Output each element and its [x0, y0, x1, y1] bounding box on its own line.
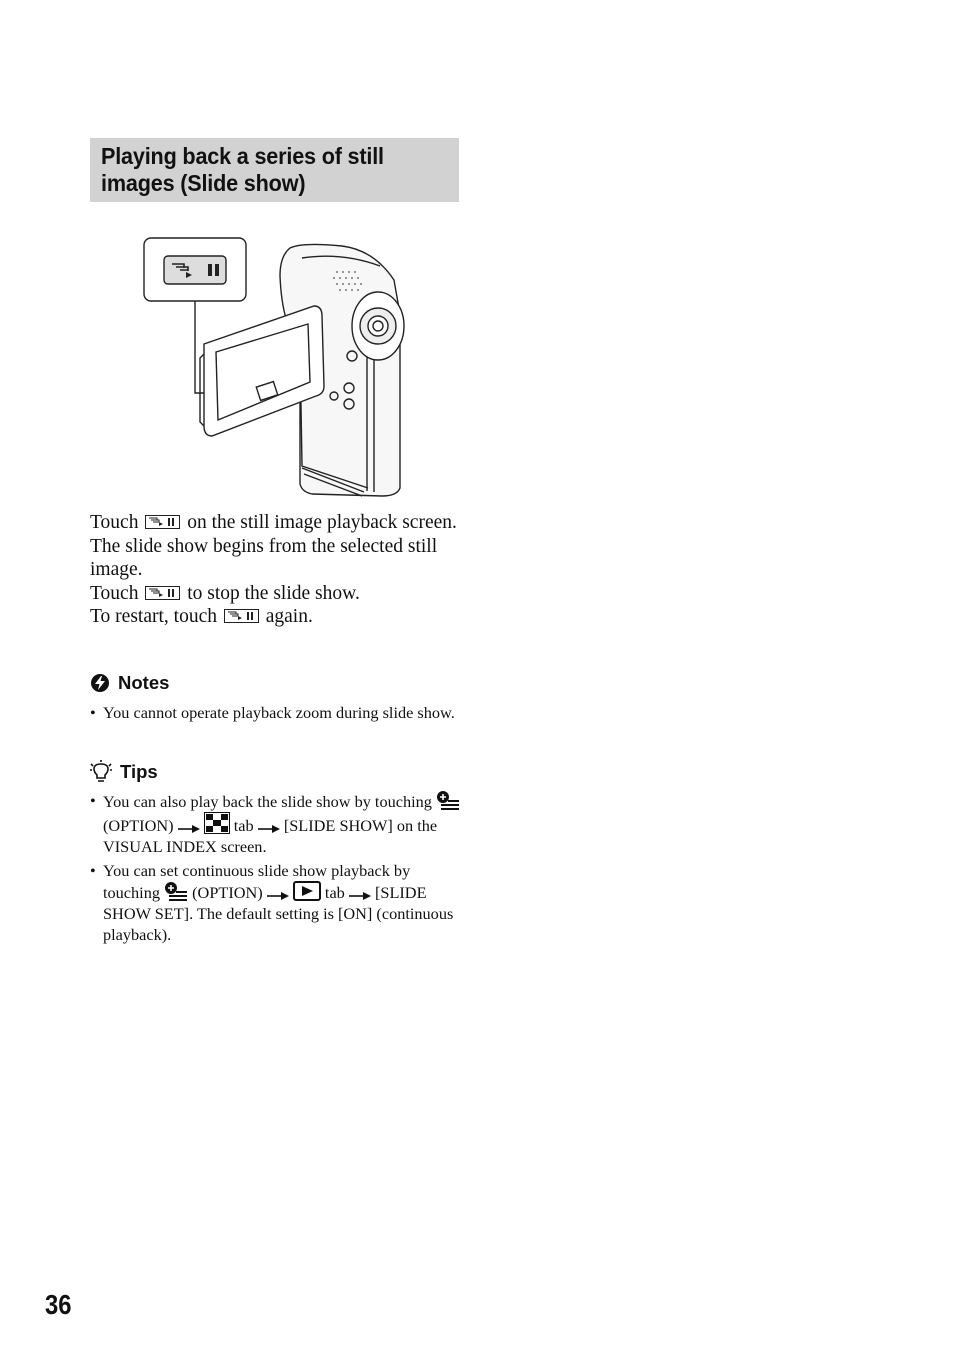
- tips-heading: Tips: [90, 760, 158, 784]
- arrow-icon: [258, 824, 280, 834]
- page-number: 36: [45, 1289, 72, 1320]
- tips-icon: [90, 760, 112, 784]
- arrow-icon: [267, 891, 289, 901]
- option-icon: [436, 790, 460, 810]
- slide-show-icon: [145, 586, 180, 600]
- camcorder-illustration: [142, 236, 412, 506]
- instructions: [90, 511, 470, 629]
- notes-icon: [90, 673, 110, 693]
- arrow-icon: [178, 824, 200, 834]
- section-heading: Playing back a series of still images (Slide show): [101, 143, 384, 196]
- section-heading-box: [90, 138, 459, 202]
- tips-list: [90, 790, 462, 948]
- instruction-restart: To restart, touch again.: [90, 606, 313, 627]
- play-tab-icon: [293, 881, 321, 901]
- slide-show-icon: [145, 515, 180, 529]
- instruction-touch: Touch on the still image playback screen.: [90, 512, 457, 533]
- instruction-stop: Touch to stop the slide show.: [90, 582, 360, 604]
- notes-heading: Notes: [90, 672, 169, 694]
- option-icon: [164, 881, 188, 901]
- slide-show-icon: [224, 609, 259, 623]
- list-item: • You cannot operate playback zoom during slide show.: [90, 702, 462, 723]
- notes-list: [90, 702, 462, 726]
- camcorder-drawing: [142, 236, 412, 501]
- list-item: • You can also play back the slide show by touching (OPTION) tab [SLIDE SHOW] on the VISUAL INDEX screen.: [90, 790, 462, 857]
- arrow-icon: [349, 891, 371, 901]
- checker-tab-icon: [204, 812, 230, 834]
- list-item: • You can set continuous slide show playback by touching (OPTION) tab [SLIDE SHOW SET]. The default setting is [ON] (continuous playback).: [90, 860, 462, 945]
- instruction-begins: The slide show begins from the selected still image.: [90, 535, 438, 580]
